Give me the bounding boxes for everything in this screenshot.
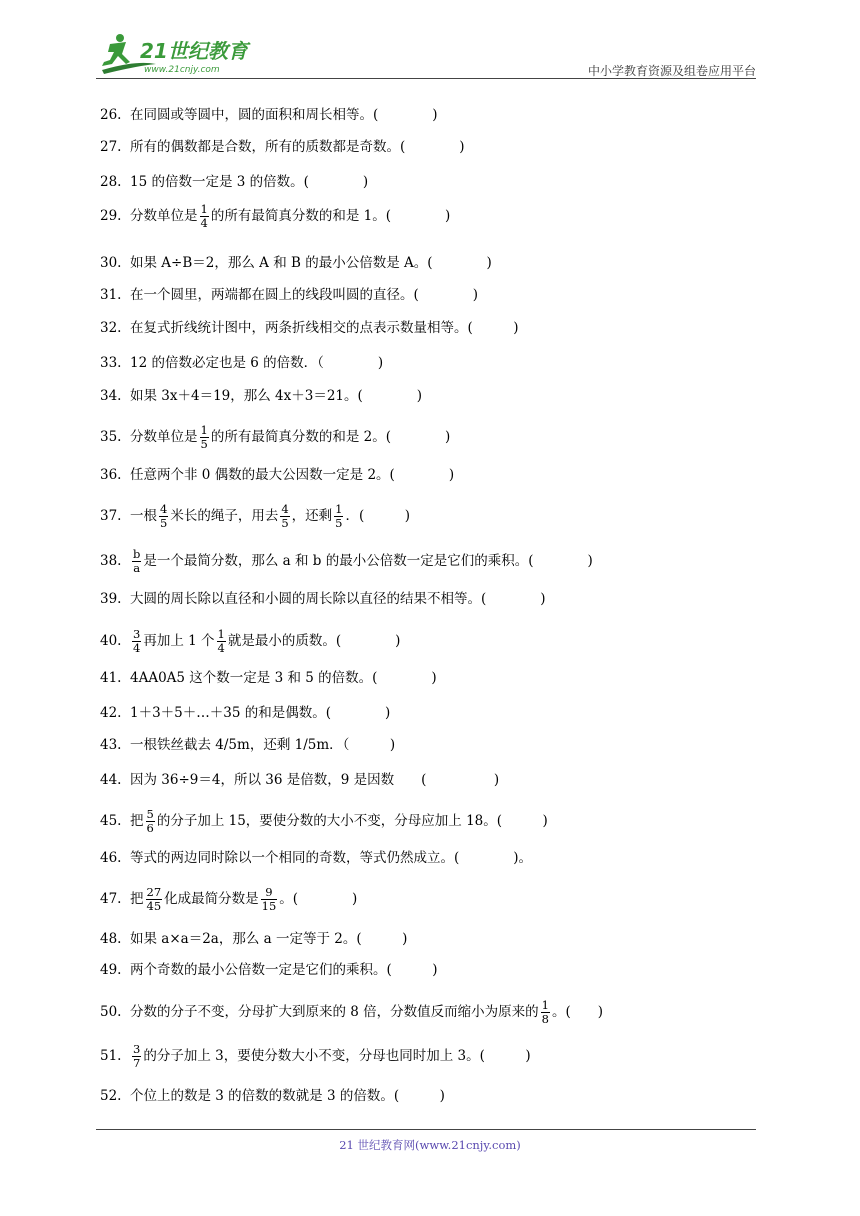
question-text: 。( ) — [279, 891, 358, 907]
question-number: 26. — [100, 107, 122, 123]
fraction-denominator: 5 — [335, 516, 343, 530]
question-item — [100, 105, 438, 125]
fraction-numerator: 1 — [217, 627, 225, 641]
fraction — [146, 886, 163, 913]
question-text: 任意两个非 0 偶数的最大公因数一定是 2。( ) — [130, 467, 455, 483]
fraction — [146, 808, 155, 835]
fraction-numerator: 1 — [541, 998, 549, 1012]
fraction-numerator: 27 — [146, 885, 162, 899]
fraction-denominator: 7 — [133, 1056, 141, 1070]
question-text: 15 的倍数一定是 3 的倍数。( ) — [130, 174, 369, 190]
question-text: 一根 — [130, 508, 157, 524]
question-text: 的所有最简真分数的和是 1。( ) — [210, 208, 451, 224]
fraction-denominator: 4 — [200, 216, 208, 230]
question-item — [100, 137, 465, 157]
question-text: ．( ) — [345, 508, 411, 524]
question-number: 52. — [100, 1088, 122, 1104]
fraction — [132, 548, 141, 575]
question-number: 34. — [100, 388, 122, 404]
question-item — [100, 465, 454, 485]
fraction-denominator: 8 — [541, 1012, 549, 1026]
question-text: 。( ) — [552, 1004, 604, 1020]
fraction-denominator: 4 — [217, 641, 225, 655]
question-number: 39. — [100, 591, 122, 607]
fraction-numerator: 3 — [133, 627, 141, 641]
fraction-denominator: 15 — [261, 899, 277, 913]
fraction — [200, 203, 209, 230]
question-text: 是一个最简分数，那么 a 和 b 的最小公倍数一定是它们的乘积。( ) — [143, 553, 593, 569]
question-item — [100, 848, 532, 868]
fraction — [132, 628, 141, 655]
question-item — [100, 386, 422, 406]
question-item — [100, 353, 383, 373]
question-text: 因为 36÷9＝4，所以 36 是倍数，9 是因数 ( ) — [130, 772, 500, 788]
footer-text: 21 世纪教育网(www.21cnjy.com) — [339, 1138, 521, 1152]
question-number: 47. — [100, 891, 122, 907]
question-number: 27. — [100, 139, 122, 155]
svg-text:21世纪教育: 21世纪教育 — [140, 39, 248, 63]
question-number: 35. — [100, 429, 122, 445]
header-tagline: 中小学教育资源及组卷应用平台 — [587, 64, 756, 78]
question-text: 米长的绳子，用去 — [170, 508, 279, 524]
question-text: 大圆的周长除以直径和小圆的周长除以直径的结果不相等。( ) — [130, 591, 546, 607]
question-text: 分数的分子不变，分母扩大到原来的 8 倍，分数值反而缩小为原来的 — [130, 1004, 539, 1020]
question-item — [100, 808, 548, 835]
question-text: 在同圆或等圆中，圆的面积和周长相等。( ) — [130, 107, 438, 123]
question-number: 40. — [100, 633, 122, 649]
question-text: 如果 3x＋4＝19，那么 4x＋3＝21。( ) — [130, 388, 423, 404]
question-item — [100, 503, 410, 530]
fraction — [200, 424, 209, 451]
question-item — [100, 886, 357, 913]
question-number: 51. — [100, 1048, 122, 1064]
question-text: 一根铁丝截去 4/5m，还剩 1/5m．（ ) — [130, 737, 396, 753]
question-item — [100, 548, 593, 575]
svg-text:www.21cnjy.com: www.21cnjy.com — [144, 65, 220, 75]
fraction — [280, 503, 289, 530]
header-rule — [96, 78, 756, 79]
question-number: 45. — [100, 813, 122, 829]
fraction — [132, 1043, 141, 1070]
question-text: ，还剩 — [291, 508, 333, 524]
question-text: 把 — [130, 813, 144, 829]
question-number: 31. — [100, 287, 122, 303]
question-number: 33. — [100, 355, 122, 371]
question-text: 的分子加上 3，要使分数大小不变，分母也同时加上 3。( ) — [143, 1048, 531, 1064]
fraction-numerator: 3 — [133, 1042, 141, 1056]
question-text: 12 的倍数必定也是 6 的倍数．（ ) — [130, 355, 384, 371]
question-item — [100, 668, 437, 688]
question-item — [100, 1086, 445, 1106]
question-text: 两个奇数的最小公倍数一定是它们的乘积。( ) — [130, 962, 438, 978]
question-text: 把 — [130, 891, 144, 907]
question-number: 32. — [100, 320, 122, 336]
fraction-numerator: 4 — [160, 502, 168, 516]
question-text: 个位上的数是 3 的倍数的数就是 3 的倍数。( ) — [130, 1088, 445, 1104]
question-text: 在复式折线统计图中，两条折线相交的点表示数量相等。( ) — [130, 320, 519, 336]
question-item — [100, 960, 438, 980]
question-text: 化成最简分数是 — [164, 891, 259, 907]
question-number: 28. — [100, 174, 122, 190]
question-text: 1＋3＋5＋…＋35 的和是偶数。( ) — [130, 705, 391, 721]
question-number: 37. — [100, 508, 122, 524]
fraction — [159, 503, 168, 530]
question-number: 46. — [100, 850, 122, 866]
question-item — [100, 253, 492, 273]
fraction-denominator: 4 — [133, 641, 141, 655]
question-item — [100, 735, 395, 755]
question-number: 49. — [100, 962, 122, 978]
question-item — [100, 1043, 531, 1070]
question-item — [100, 703, 390, 723]
footer-rule — [96, 1129, 756, 1130]
question-text: 如果 a×a＝2a，那么 a 一定等于 2。( ) — [130, 931, 408, 947]
fraction-numerator: 4 — [281, 502, 289, 516]
question-number: 42. — [100, 705, 122, 721]
question-item — [100, 589, 546, 609]
question-text: 所有的偶数都是合数，所有的质数都是奇数。( ) — [130, 139, 465, 155]
question-item — [100, 628, 400, 655]
fraction-denominator: 5 — [160, 516, 168, 530]
question-item — [100, 999, 603, 1026]
fraction-numerator: b — [133, 547, 141, 561]
question-item — [100, 172, 368, 192]
question-item — [100, 424, 450, 451]
page-header — [96, 30, 756, 80]
question-number: 44. — [100, 772, 122, 788]
question-number: 30. — [100, 255, 122, 271]
question-item — [100, 203, 450, 230]
fraction-denominator: 5 — [281, 516, 289, 530]
logo-21cnjy — [96, 30, 266, 76]
question-number: 29. — [100, 208, 122, 224]
fraction-denominator: 5 — [200, 437, 208, 451]
question-text: 如果 A÷B＝2，那么 A 和 B 的最小公倍数是 A。( ) — [130, 255, 492, 271]
fraction — [261, 886, 278, 913]
question-text: 的分子加上 15，要使分数的大小不变，分母应加上 18。( ) — [156, 813, 548, 829]
question-text: 4AA0A5 这个数一定是 3 和 5 的倍数。( ) — [130, 670, 437, 686]
question-text: 就是最小的质数。( ) — [227, 633, 401, 649]
question-item — [100, 929, 407, 949]
fraction — [541, 999, 550, 1026]
question-number: 50. — [100, 1004, 122, 1020]
question-item — [100, 770, 499, 790]
question-number: 38. — [100, 553, 122, 569]
question-text: 分数单位是 — [130, 429, 198, 445]
question-number: 43. — [100, 737, 122, 753]
question-number: 41. — [100, 670, 122, 686]
question-text: 在一个圆里，两端都在圆上的线段叫圆的直径。( ) — [130, 287, 479, 303]
fraction-numerator: 1 — [200, 423, 208, 437]
question-text: 等式的两边同时除以一个相同的奇数，等式仍然成立。( )。 — [130, 850, 533, 866]
question-text: 分数单位是 — [130, 208, 198, 224]
fraction-denominator: a — [133, 561, 141, 575]
question-item — [100, 285, 478, 305]
fraction — [334, 503, 343, 530]
question-text: 再加上 1 个 — [143, 633, 215, 649]
question-number: 48. — [100, 931, 122, 947]
fraction-denominator: 45 — [146, 899, 162, 913]
fraction — [217, 628, 226, 655]
question-item — [100, 318, 519, 338]
question-number: 36. — [100, 467, 122, 483]
fraction-numerator: 1 — [335, 502, 343, 516]
fraction-denominator: 6 — [146, 821, 154, 835]
fraction-numerator: 1 — [200, 202, 208, 216]
question-text: 的所有最简真分数的和是 2。( ) — [210, 429, 451, 445]
fraction-numerator: 5 — [146, 807, 154, 821]
fraction-numerator: 9 — [261, 886, 278, 900]
